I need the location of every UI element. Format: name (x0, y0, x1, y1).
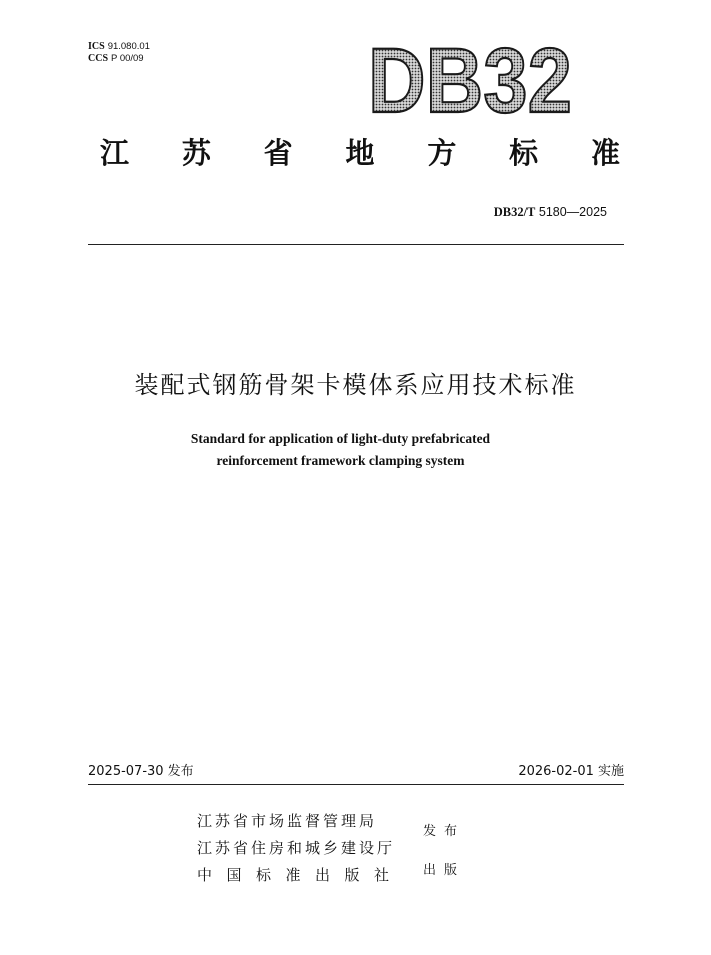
release-date: 2025-07-30 发布 (88, 764, 194, 779)
title-en-line: Standard for application of light-duty prefabricated (190, 431, 491, 446)
publishers-block (197, 808, 404, 889)
publish-action: 发布 (423, 824, 466, 839)
ccs-code: P 00/09 (111, 53, 144, 64)
standard-prefix: DB32/T (493, 205, 536, 219)
logo-text: DB32 (368, 30, 572, 132)
standard-category-title (100, 133, 620, 173)
classification-codes (88, 41, 150, 65)
ics-label: ICS (88, 41, 105, 52)
publisher-name: 江苏省市场监督管理局 (197, 812, 378, 830)
ccs-line (88, 53, 150, 65)
standard-number (494, 205, 607, 220)
category-char: 方 (427, 136, 457, 170)
ics-line (88, 41, 150, 53)
category-char: 江 (100, 136, 130, 170)
header-divider (88, 244, 624, 245)
standard-code: 5180—2025 (538, 205, 607, 219)
ccs-label: CCS (88, 53, 109, 64)
db32-logo (366, 30, 576, 132)
category-char: 省 (263, 136, 293, 170)
document-title-cn: 装配式钢筋骨架卡模体系应用技术标准 (134, 371, 577, 399)
press-action: 出版 (423, 863, 466, 878)
document-title-en (0, 428, 681, 472)
ics-code: 91.080.01 (107, 41, 150, 52)
publisher-name: 江苏省住房和城乡建设厅 (197, 839, 396, 857)
category-char: 苏 (181, 136, 211, 170)
implementation-date: 2026-02-01 实施 (518, 764, 624, 779)
press-name: 中国标准出版社 (197, 866, 404, 884)
category-char: 地 (345, 136, 375, 170)
title-en-line: reinforcement framework clamping system (216, 453, 465, 468)
footer-divider (88, 784, 624, 785)
category-char: 标 (509, 136, 539, 170)
category-char: 准 (590, 136, 620, 170)
